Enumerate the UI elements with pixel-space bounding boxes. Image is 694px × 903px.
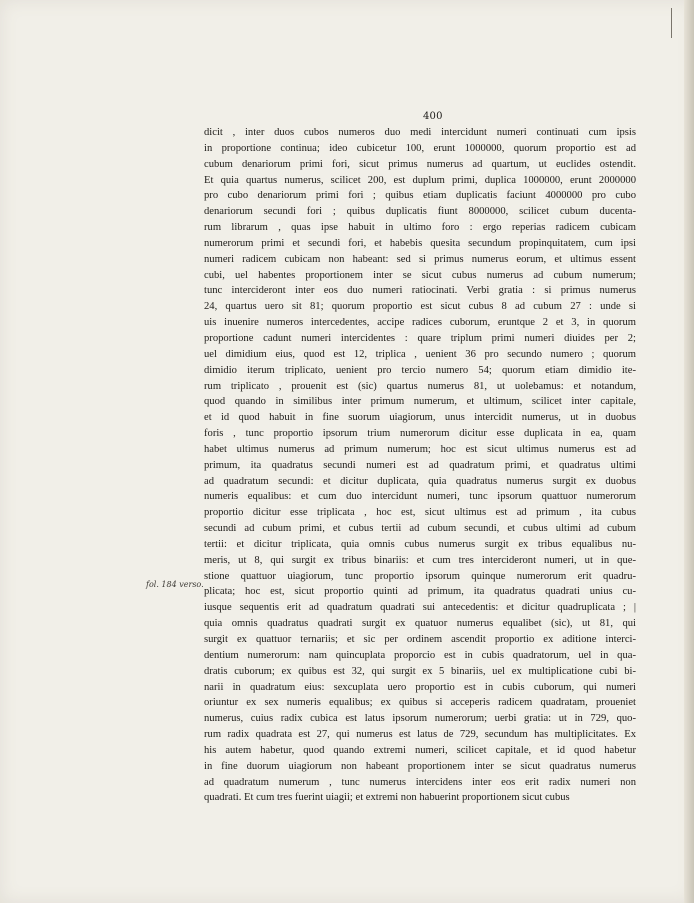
text-line: numeri radicem cubicam non habeant: sed si primus numerus eorum, et ultimus essent [204, 253, 636, 265]
text-line: et id quod habuit in fine suorum uiagiorum, unus intercidit numerus, ut in duobus [204, 412, 636, 424]
text-line: rum triplicato , prouenit est (sic) quartus numerus 81, ut uolebamus: et notandum, [204, 380, 636, 392]
text-line: secundi ad cubum primi, et cubus tertii ad cubum secundi, et cubus ultimi ad cubum [204, 523, 636, 535]
text-line: tertii: et dicitur triplicata, quia omnis cubus numerus surgit ex tribus equalibus nu- [204, 538, 636, 550]
text-line: pro cubo denariorum primi fori ; quibus etiam duplicatis faciunt 4000000 pro cubo [204, 190, 636, 202]
text-line: quadrati. Et cum tres fuerint uiagii; et extremi non habuerint proportionem sicut cubus [204, 792, 570, 804]
text-line: dicit , inter duos cubos numeros duo medi intercidunt numeri continuati cum ipsis [204, 127, 636, 138]
text-line: primum, ita quadratus secundi numeri est ad quadratum primi, et quadratus ultimi [204, 459, 636, 471]
text-line: stione quattuor uiagiorum, tunc proportio ipsorum quinque numerorum erit quadru- [204, 570, 636, 582]
text-line: in proportione continua; ideo cubicetur 100, erunt 1000000, quorum proportio est ad [204, 142, 636, 154]
text-line: foris , tunc proportio ipsorum trium numerorum dicitur esse duplicata in ea, quam [204, 428, 636, 440]
text-line: proportio dicitur esse triplicata , hoc est, sicut ultimus est ad primum , ita cubus [204, 507, 636, 519]
text-line: meris, ut 8, qui surgit ex tribus binariis: et cum tres intercideront numeri, ut in que- [204, 554, 636, 566]
text-line: proportione cadunt numeri intercidentes : quare triplum primi numeri diuides per 2; [204, 332, 636, 344]
text-line: dentium numerorum: nam quincuplata proporcio est in cubis quadratorum, uel in qua- [204, 649, 636, 661]
text-line: dratis cuborum; ex quibus est 32, qui surgit ex 5 binariis, uel ex multiplicatione cubi bi- [204, 665, 636, 677]
text-line: numeris equalibus: et cum duo intercidunt numeri, tunc ipsorum quattuor numerorum [204, 491, 636, 503]
text-line: in fine duorum uiagiorum non habeant proportionem inter se sicut quadratus numerus [204, 760, 636, 772]
body-text [204, 125, 636, 806]
text-line: dimidio iterum triplicato, uenient pro tercio numero 54; quorum etiam dimidio ite- [204, 364, 636, 376]
page-number: 400 [423, 111, 443, 122]
text-line: rum radix quadrata est 27, qui numerus est latus de 729, secundum has multiplicitates. Ex [204, 729, 636, 741]
text-line: oriuntur ex sex numeris equalibus; ex quibus si acceperis radicem quadratam, proueniet [204, 697, 636, 709]
text-line: cubum denariorum primi fori, sicut primus numerus ad quartum, ut euclides ostendit. [204, 158, 636, 170]
text-line: denariorum secundi fori ; quibus duplicatis fiunt 8000000, scilicet cubum ducenta- [204, 206, 636, 218]
text-line: Et quia quartus numerus, scilicet 200, est duplum primi, duplica 1000000, erunt 2000000 [204, 174, 636, 186]
text-line: rum librarum , quas ipse habuit in ultimo foro : ergo reperias radicem cubicam [204, 222, 636, 234]
text-line: iusque sequentis erit ad quadratum quadrati sui antecedentis: et dicitur quadruplicata ; | [204, 602, 636, 614]
text-line: habet ultimus numerus ad primum numerum; hoc est sicut ultimus numerus est ad [204, 443, 636, 455]
text-line: quod quando in similibus inter primum numerum, et ultimum, scilicet inter capitale, [204, 396, 636, 408]
text-line: narii in quadratum eius: sexcuplata uero proportio est in cubis cuborum, qui numeri [204, 681, 636, 693]
page-edge [684, 0, 694, 903]
text-line: numerorum primi et secundi fori, et habebis quesita secundum propinquitatem, cum ipsi [204, 237, 636, 249]
text-line: uel dimidium eius, quod est 12, triplica , uenient 36 pro secundo numero ; quorum [204, 348, 636, 360]
text-line: numerus, cuius radix cubica est latus ipsorum numerorum; uerbi gratia: ut in 729, quo- [204, 713, 636, 725]
text-line: cubi, uel habentes proportionem inter se sicut cubus numerus ad cubum numerum; [204, 269, 636, 281]
text-line: ad quadratum secundi: et dicitur duplicata, quia quadratus numerus surgit ex duobus [204, 475, 636, 487]
margin-note: fol. 184 verso. [146, 580, 204, 589]
text-line: his autem habetur, quod quando extremi numeri, scilicet capitale, et id quod habetur [204, 744, 636, 756]
text-line: ad quadratum numerum , tunc numerus intercidens inter eos erit radix numeri non [204, 776, 636, 788]
text-line: plicata; hoc est, sicut proportio quinti ad primum, ita quadratus quadrati unius cu- [204, 586, 636, 598]
text-line: uis inuenire numeros intercedentes, accipe radices cuborum, eruntque 2 et 3, in quorum [204, 317, 636, 329]
text-line: 24, quartus uero sit 81; quorum proportio est sicut cubus 8 ad cubum 27 : unde si [204, 301, 636, 313]
text-line: surgit ex quattuor ternariis; et sic per ordinem ascendit proportio ex aditione interci- [204, 634, 636, 645]
binding-mark [671, 8, 680, 38]
text-line: tunc intercideront inter eos duo numeri ratiocinati. Verbi gratia : si primus numerus [204, 285, 636, 297]
text-line: quia omnis quadratus quadrati surgit ex quatuor numerus equalibet (sic), ut 81, qui [204, 618, 636, 630]
